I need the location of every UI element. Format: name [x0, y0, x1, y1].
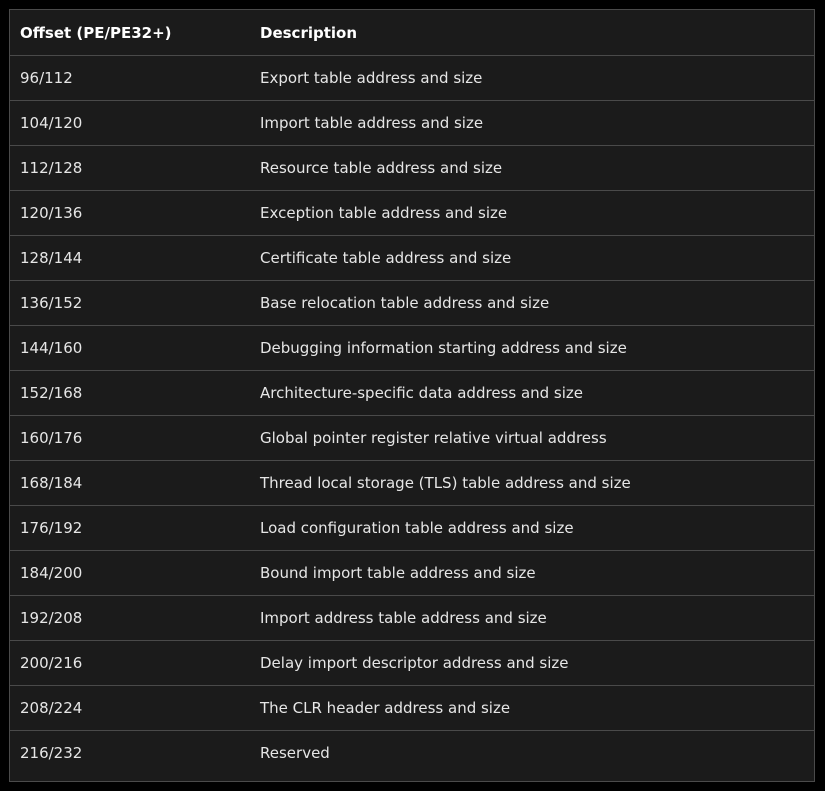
data-directories-table	[10, 10, 814, 775]
cell-offset: 120/136	[10, 191, 250, 236]
cell-description: Base relocation table address and size	[250, 281, 814, 326]
cell-description: Global pointer register relative virtual address	[250, 416, 814, 461]
table-row	[10, 506, 814, 551]
table-row	[10, 101, 814, 146]
table-row	[10, 596, 814, 641]
table-row	[10, 56, 814, 101]
header-offset: Offset (PE/PE32+)	[10, 10, 250, 56]
cell-description: Certificate table address and size	[250, 236, 814, 281]
header-row	[10, 10, 814, 56]
table-body	[10, 56, 814, 776]
table-row	[10, 416, 814, 461]
cell-offset: 176/192	[10, 506, 250, 551]
cell-offset: 136/152	[10, 281, 250, 326]
table-row	[10, 686, 814, 731]
cell-offset: 168/184	[10, 461, 250, 506]
table-row	[10, 461, 814, 506]
data-directories-table-container	[9, 9, 815, 782]
cell-description: Exception table address and size	[250, 191, 814, 236]
cell-offset: 184/200	[10, 551, 250, 596]
table-row	[10, 146, 814, 191]
table-row	[10, 371, 814, 416]
table-row	[10, 281, 814, 326]
table-row	[10, 551, 814, 596]
table-row	[10, 236, 814, 281]
cell-offset: 96/112	[10, 56, 250, 101]
table-row	[10, 731, 814, 776]
cell-description: Reserved	[260, 744, 330, 762]
header-description: Description	[250, 10, 814, 56]
cell-offset: 208/224	[10, 686, 250, 731]
cell-offset: 144/160	[10, 326, 250, 371]
cell-offset: 112/128	[10, 146, 250, 191]
cell-description: Delay import descriptor address and size	[250, 641, 814, 686]
cell-description: Load configuration table address and size	[250, 506, 814, 551]
table-row	[10, 326, 814, 371]
cell-offset: 200/216	[10, 641, 250, 686]
cell-description: Resource table address and size	[250, 146, 814, 191]
cell-description: Architecture-specific data address and size	[250, 371, 814, 416]
table-row	[10, 191, 814, 236]
cell-offset: 216/232	[20, 744, 83, 762]
cell-description: Import address table address and size	[250, 596, 814, 641]
cell-description: Import table address and size	[250, 101, 814, 146]
cell-offset: 160/176	[10, 416, 250, 461]
cell-description: Export table address and size	[250, 56, 814, 101]
table-header	[10, 10, 814, 56]
cell-description: Thread local storage (TLS) table address and size	[250, 461, 814, 506]
cell-offset: 104/120	[10, 101, 250, 146]
cell-offset: 128/144	[10, 236, 250, 281]
cell-description: Bound import table address and size	[250, 551, 814, 596]
cell-description: The CLR header address and size	[250, 686, 814, 731]
cell-offset: 152/168	[10, 371, 250, 416]
cell-description: Debugging information starting address and size	[250, 326, 814, 371]
table-row	[10, 641, 814, 686]
cell-offset: 192/208	[10, 596, 250, 641]
